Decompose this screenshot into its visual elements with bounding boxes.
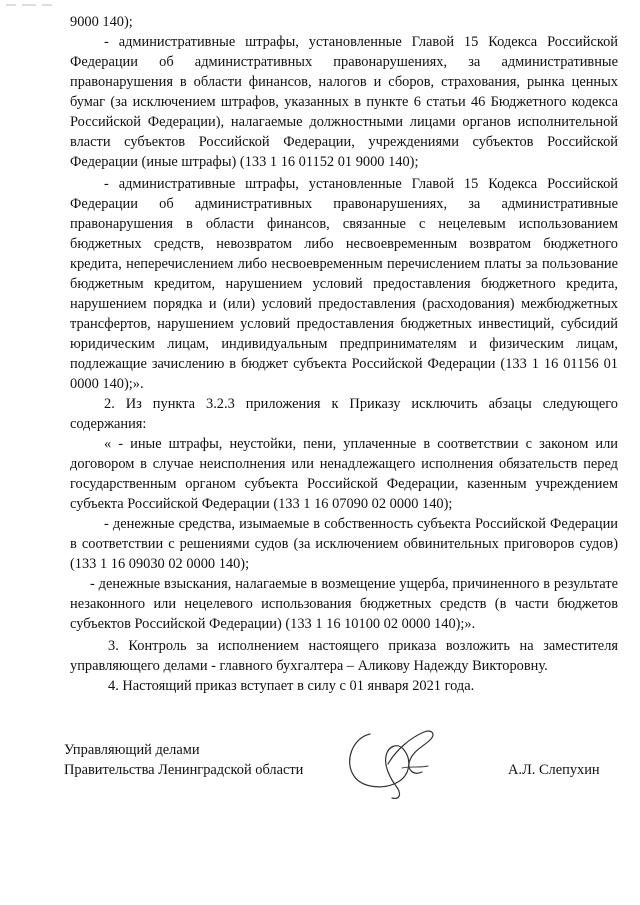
scan-header-mark	[6, 2, 54, 8]
paragraph-continuation: 9000 140);	[70, 14, 133, 30]
paragraph-fines-budget-misuse: - административные штрафы, установленные Главой 15 Кодекса Российской Федерации об административных правонарушениях, за административные правонарушения в области финансов, связанные с нецелевым использованием бюджетных средств, невозвратом либо несвоевременным возвратом бюджетного кредита, неперечислением либо несвоевременным перечислением платы за пользование бюджетным кредитом, нарушением условий предоставления бюджетного кредита, нарушением порядка и (или) условий предоставления (расходования) межбюджетных трансфертов, нарушением условий предоставления бюджетных инвестиций, субсидий юридическим лицам, индивидуальным предпринимателям и физическим лицам, подлежащие зачислению в бюджет субъекта Российской Федерации (133 1 16 01156 01 0000 140);».	[70, 176, 618, 392]
paragraph-fines-finance: - административные штрафы, установленные Главой 15 Кодекса Российской Федерации об административных правонарушениях, за административные правонарушения в области финансов, налогов и сборов, страхования, рынка ценных бумаг (за исключением штрафов, указанных в пункте 6 статьи 46 Бюджетного кодекса Российской Федерации), налагаемые должностными лицами органов исполнительной власти субъектов Российской Федерации, учреждениями субъектов Российской Федерации (иные штрафы) (133 1 16 01152 01 9000 140);	[70, 34, 618, 170]
paragraph-item-4: 4. Настоящий приказ вступает в силу с 01 января 2021 года.	[108, 678, 475, 694]
signatory-title-line-2: Правительства Ленинградской области	[64, 762, 304, 778]
paragraph-item-3: 3. Контроль за исполнением настоящего приказа возложить на заместителя управляющего делами - главного бухгалтера – Аликову Надежду Викторовну.	[70, 638, 618, 674]
signature-block	[0, 720, 640, 810]
paragraph-other-fines: « - иные штрафы, неустойки, пени, уплаченные в соответствии с законом или договором в случае неисполнения или ненадлежащего исполнения обязательств перед государственным органом субъекта Российской Федерации, казенным учреждением субъекта Российской Федерации (133 1 16 07090 02 0000 140);	[70, 436, 618, 512]
document-body	[70, 12, 618, 696]
paragraph-item-2: 2. Из пункта 3.2.3 приложения к Приказу исключить абзацы следующего содержания:	[70, 396, 618, 432]
handwritten-signature	[340, 720, 440, 802]
signatory-name: А.Л. Слепухин	[508, 762, 600, 778]
signatory-title	[64, 740, 303, 780]
paragraph-confiscated-funds: - денежные средства, изымаемые в собственность субъекта Российской Федерации в соответствии с решениями судов (за исключением обвинительных приговоров судов) (133 1 16 09030 02 0000 140);	[70, 516, 618, 572]
signatory-title-line-1: Управляющий делами	[64, 742, 200, 758]
paragraph-damage-recovery: - денежные взыскания, налагаемые в возмещение ущерба, причиненного в результате незаконного или нецелевого использования бюджетных средств (в части бюджетов субъектов Российской Федерации) (133 1 16 10100 02 0000 140);».	[70, 576, 618, 632]
